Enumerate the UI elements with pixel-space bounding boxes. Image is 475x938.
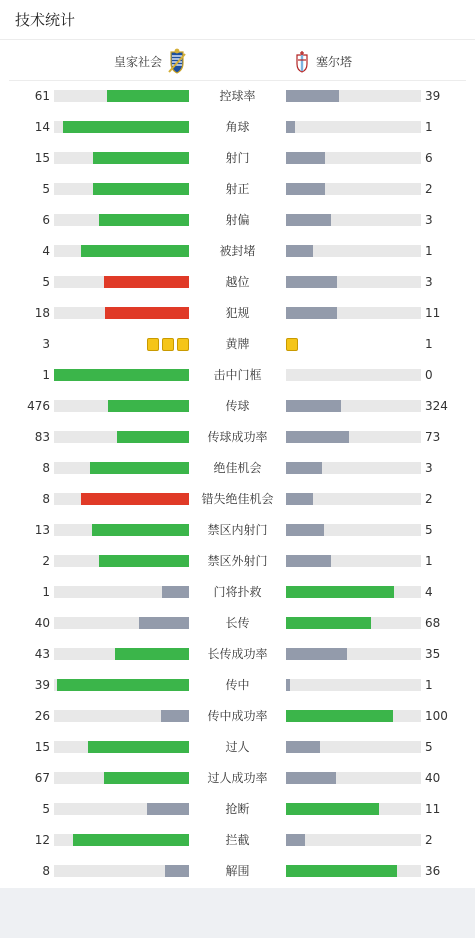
stat-row bbox=[0, 143, 475, 174]
away-stat-bar bbox=[286, 710, 421, 722]
away-stat-bar-fill bbox=[286, 648, 347, 660]
home-stat-bar-fill bbox=[162, 586, 189, 598]
home-stat-bar bbox=[54, 586, 189, 598]
home-stat-bar bbox=[54, 710, 189, 722]
away-stat-bar-fill bbox=[286, 617, 371, 629]
stat-label: 被封堵 bbox=[219, 244, 256, 258]
away-stat-value: 3 bbox=[425, 275, 433, 289]
stat-row bbox=[0, 81, 475, 112]
home-stat-bar-fill bbox=[90, 462, 189, 474]
away-stat-bar bbox=[286, 183, 421, 195]
stat-row bbox=[0, 453, 475, 484]
away-stat-bar-fill bbox=[286, 741, 320, 753]
home-stat-value: 4 bbox=[42, 244, 50, 258]
home-stat-value: 15 bbox=[34, 740, 50, 754]
stat-label: 传中 bbox=[225, 678, 250, 692]
stat-label: 长传 bbox=[225, 616, 250, 630]
away-stat-value: 1 bbox=[425, 678, 433, 692]
away-stat-bar-fill bbox=[286, 307, 337, 319]
stat-row bbox=[0, 856, 475, 887]
away-stat-bar bbox=[286, 462, 421, 474]
home-stat-value: 13 bbox=[34, 523, 50, 537]
away-stat-value: 1 bbox=[425, 120, 433, 134]
home-stat-bar bbox=[54, 493, 189, 505]
away-stat-value: 39 bbox=[425, 89, 441, 103]
home-stat-bar bbox=[54, 245, 189, 257]
away-stat-bar-fill bbox=[286, 834, 305, 846]
away-stat-bar-fill bbox=[286, 772, 336, 784]
page-title: 技术统计 bbox=[15, 11, 76, 29]
away-stat-value: 3 bbox=[425, 461, 433, 475]
away-stat-bar-fill bbox=[286, 803, 379, 815]
home-stat-bar-fill bbox=[93, 183, 189, 195]
stat-row bbox=[0, 329, 475, 360]
away-stat-bar bbox=[286, 741, 421, 753]
home-stat-value: 3 bbox=[42, 337, 50, 351]
away-team[interactable] bbox=[294, 47, 352, 75]
home-stat-bar-fill bbox=[105, 307, 189, 319]
home-stat-value: 5 bbox=[42, 275, 50, 289]
home-stat-bar-fill bbox=[81, 493, 189, 505]
home-stat-bar bbox=[54, 834, 189, 846]
stat-row bbox=[0, 825, 475, 856]
stat-row bbox=[0, 298, 475, 329]
home-stat-bar bbox=[54, 214, 189, 226]
yellow-card-icon bbox=[177, 338, 189, 351]
away-stat-bar bbox=[286, 214, 421, 226]
home-stat-bar bbox=[54, 772, 189, 784]
home-stat-value: 5 bbox=[42, 182, 50, 196]
away-stat-bar-fill bbox=[286, 710, 393, 722]
away-stat-bar-fill bbox=[286, 586, 394, 598]
away-stat-bar bbox=[286, 524, 421, 536]
away-stat-bar-fill bbox=[286, 183, 325, 195]
home-stat-bar bbox=[54, 431, 189, 443]
home-stat-bar-fill bbox=[99, 555, 189, 567]
away-stat-bar-fill bbox=[286, 462, 322, 474]
home-stat-bar-fill bbox=[57, 679, 189, 691]
home-stat-bar-fill bbox=[54, 369, 189, 381]
stat-label: 禁区外射门 bbox=[207, 554, 268, 568]
stat-row bbox=[0, 205, 475, 236]
away-stat-bar bbox=[286, 555, 421, 567]
home-stat-value: 67 bbox=[34, 771, 50, 785]
away-stat-bar bbox=[286, 369, 421, 381]
home-stat-bar-fill bbox=[104, 772, 189, 784]
home-stat-bar bbox=[54, 400, 189, 412]
home-stat-value: 5 bbox=[42, 802, 50, 816]
home-stat-value: 8 bbox=[42, 461, 50, 475]
home-stat-bar bbox=[54, 617, 189, 629]
stat-label: 过人成功率 bbox=[207, 771, 268, 785]
home-stat-bar bbox=[54, 276, 189, 288]
away-stat-bar bbox=[286, 772, 421, 784]
away-stat-bar bbox=[286, 834, 421, 846]
stat-label: 传球成功率 bbox=[207, 430, 268, 444]
stat-label: 传球 bbox=[225, 399, 250, 413]
home-stat-bar-fill bbox=[63, 121, 189, 133]
stat-row bbox=[0, 763, 475, 794]
home-stat-value: 61 bbox=[34, 89, 50, 103]
home-stat-value: 40 bbox=[34, 616, 50, 630]
home-stat-value: 1 bbox=[42, 585, 50, 599]
stat-label: 犯规 bbox=[225, 306, 250, 320]
stat-row bbox=[0, 670, 475, 701]
home-stat-bar bbox=[54, 183, 189, 195]
away-stat-bar-fill bbox=[286, 152, 325, 164]
home-stat-value: 2 bbox=[42, 554, 50, 568]
stat-row bbox=[0, 422, 475, 453]
stat-row bbox=[0, 267, 475, 298]
stat-label: 角球 bbox=[225, 120, 250, 134]
away-stat-value: 40 bbox=[425, 771, 441, 785]
home-stat-bar-fill bbox=[147, 803, 189, 815]
away-stat-bar bbox=[286, 90, 421, 102]
away-stat-value: 2 bbox=[425, 833, 433, 847]
home-stat-value: 476 bbox=[27, 399, 50, 413]
home-team[interactable] bbox=[114, 47, 188, 75]
home-stat-bar-fill bbox=[104, 276, 189, 288]
home-stat-bar bbox=[54, 803, 189, 815]
stat-row bbox=[0, 174, 475, 205]
away-stat-value: 6 bbox=[425, 151, 433, 165]
stat-row bbox=[0, 112, 475, 143]
away-stat-bar bbox=[286, 865, 421, 877]
stat-label: 门将扑救 bbox=[213, 585, 262, 599]
home-stat-bar-fill bbox=[161, 710, 189, 722]
away-stat-value: 1 bbox=[425, 554, 433, 568]
stat-label: 射门 bbox=[225, 151, 250, 165]
real-sociedad-crest-icon bbox=[166, 48, 188, 74]
away-stat-bar-fill bbox=[286, 431, 349, 443]
away-stat-value: 4 bbox=[425, 585, 433, 599]
stat-row bbox=[0, 794, 475, 825]
away-stat-value: 100 bbox=[425, 709, 448, 723]
away-stat-value: 73 bbox=[425, 430, 441, 444]
home-stat-bar-fill bbox=[165, 865, 189, 877]
home-stat-bar-fill bbox=[88, 741, 189, 753]
stat-label: 错失绝佳机会 bbox=[201, 492, 274, 506]
yellow-card-icon bbox=[162, 338, 174, 351]
away-stat-bar bbox=[286, 586, 421, 598]
away-stat-bar-fill bbox=[286, 90, 339, 102]
home-stat-value: 39 bbox=[34, 678, 50, 692]
away-stat-bar bbox=[286, 245, 421, 257]
stat-row bbox=[0, 639, 475, 670]
home-stat-bar bbox=[54, 152, 189, 164]
away-stat-value: 1 bbox=[425, 337, 433, 351]
home-stat-bar bbox=[54, 524, 189, 536]
home-stat-value: 14 bbox=[34, 120, 50, 134]
home-stat-value: 18 bbox=[34, 306, 50, 320]
away-stat-bar bbox=[286, 648, 421, 660]
away-stat-value: 5 bbox=[425, 740, 433, 754]
home-stat-bar-fill bbox=[99, 214, 189, 226]
stat-row bbox=[0, 391, 475, 422]
stat-label: 过人 bbox=[225, 740, 250, 754]
away-team-name: 塞尔塔 bbox=[316, 54, 353, 69]
stat-row bbox=[0, 608, 475, 639]
away-stat-bar-fill bbox=[286, 245, 313, 257]
home-team-name: 皇家社会 bbox=[113, 54, 162, 69]
away-stat-value: 2 bbox=[425, 492, 433, 506]
home-stat-bar-fill bbox=[117, 431, 189, 443]
home-stat-value: 8 bbox=[42, 864, 50, 878]
home-stat-bar bbox=[54, 555, 189, 567]
home-stat-bar-fill bbox=[139, 617, 189, 629]
home-stat-value: 43 bbox=[34, 647, 50, 661]
away-stat-value: 5 bbox=[425, 523, 433, 537]
away-stat-bar bbox=[286, 307, 421, 319]
yellow-card-icon bbox=[286, 338, 298, 351]
teams-bar bbox=[9, 40, 466, 81]
home-stat-bar-fill bbox=[93, 152, 189, 164]
away-stat-value: 11 bbox=[425, 802, 441, 816]
stat-row bbox=[0, 732, 475, 763]
away-stat-bar bbox=[286, 493, 421, 505]
stat-label: 越位 bbox=[225, 275, 250, 289]
home-stat-bar bbox=[54, 369, 189, 381]
home-stat-value: 1 bbox=[42, 368, 50, 382]
home-stat-bar-fill bbox=[115, 648, 189, 660]
away-stat-bar-fill bbox=[286, 121, 295, 133]
celta-vigo-crest-icon bbox=[294, 49, 310, 73]
away-stat-bar-fill bbox=[286, 865, 397, 877]
stat-label: 长传成功率 bbox=[207, 647, 268, 661]
stat-label: 射偏 bbox=[225, 213, 250, 227]
home-stat-bar bbox=[54, 121, 189, 133]
home-stat-value: 12 bbox=[34, 833, 50, 847]
home-stat-value: 15 bbox=[34, 151, 50, 165]
home-yellow-cards bbox=[147, 338, 189, 351]
stat-row bbox=[0, 484, 475, 515]
home-stat-bar-fill bbox=[73, 834, 189, 846]
stat-label: 射正 bbox=[225, 182, 250, 196]
home-stat-bar bbox=[54, 679, 189, 691]
stat-row bbox=[0, 577, 475, 608]
away-stat-bar-fill bbox=[286, 493, 313, 505]
home-stat-value: 8 bbox=[42, 492, 50, 506]
stat-label: 解围 bbox=[225, 864, 250, 878]
home-stat-value: 83 bbox=[34, 430, 50, 444]
stat-label: 禁区内射门 bbox=[207, 523, 268, 537]
away-stat-bar bbox=[286, 276, 421, 288]
away-stat-value: 68 bbox=[425, 616, 441, 630]
stat-label: 控球率 bbox=[219, 89, 256, 103]
away-stat-bar-fill bbox=[286, 679, 290, 691]
stat-row bbox=[0, 360, 475, 391]
stat-row bbox=[0, 515, 475, 546]
away-stat-value: 324 bbox=[425, 399, 448, 413]
away-stat-bar bbox=[286, 121, 421, 133]
stat-label: 拦截 bbox=[225, 833, 250, 847]
stats-list bbox=[0, 81, 475, 887]
away-stat-value: 1 bbox=[425, 244, 433, 258]
stat-row bbox=[0, 236, 475, 267]
away-stat-bar-fill bbox=[286, 276, 337, 288]
home-stat-bar bbox=[54, 90, 189, 102]
stat-label: 击中门框 bbox=[213, 368, 262, 382]
home-stat-bar-fill bbox=[81, 245, 189, 257]
away-stat-bar bbox=[286, 152, 421, 164]
away-stat-value: 3 bbox=[425, 213, 433, 227]
home-stat-bar bbox=[54, 741, 189, 753]
stat-label: 绝佳机会 bbox=[213, 461, 262, 475]
away-stat-bar-fill bbox=[286, 524, 324, 536]
away-stat-bar-fill bbox=[286, 400, 341, 412]
stat-label: 传中成功率 bbox=[207, 709, 268, 723]
home-stat-bar-fill bbox=[107, 90, 189, 102]
away-stat-value: 2 bbox=[425, 182, 433, 196]
stat-label: 抢断 bbox=[225, 802, 250, 816]
away-stat-bar bbox=[286, 803, 421, 815]
home-stat-value: 26 bbox=[34, 709, 50, 723]
away-stat-bar-fill bbox=[286, 214, 331, 226]
away-stat-value: 0 bbox=[425, 368, 433, 382]
away-stat-value: 36 bbox=[425, 864, 441, 878]
home-stat-bar bbox=[54, 462, 189, 474]
away-stat-bar bbox=[286, 431, 421, 443]
away-stat-bar bbox=[286, 400, 421, 412]
away-yellow-cards bbox=[286, 338, 298, 351]
yellow-card-icon bbox=[147, 338, 159, 351]
home-stat-value: 6 bbox=[42, 213, 50, 227]
stat-row bbox=[0, 701, 475, 732]
home-stat-bar bbox=[54, 648, 189, 660]
away-stat-bar bbox=[286, 617, 421, 629]
home-stat-bar bbox=[54, 865, 189, 877]
away-stat-value: 35 bbox=[425, 647, 441, 661]
header bbox=[0, 0, 475, 40]
home-stat-bar bbox=[54, 307, 189, 319]
stat-row bbox=[0, 546, 475, 577]
away-stat-bar bbox=[286, 679, 421, 691]
away-stat-value: 11 bbox=[425, 306, 441, 320]
away-stat-bar-fill bbox=[286, 555, 331, 567]
stat-label: 黄牌 bbox=[225, 337, 250, 351]
home-stat-bar-fill bbox=[108, 400, 189, 412]
home-stat-bar-fill bbox=[92, 524, 189, 536]
